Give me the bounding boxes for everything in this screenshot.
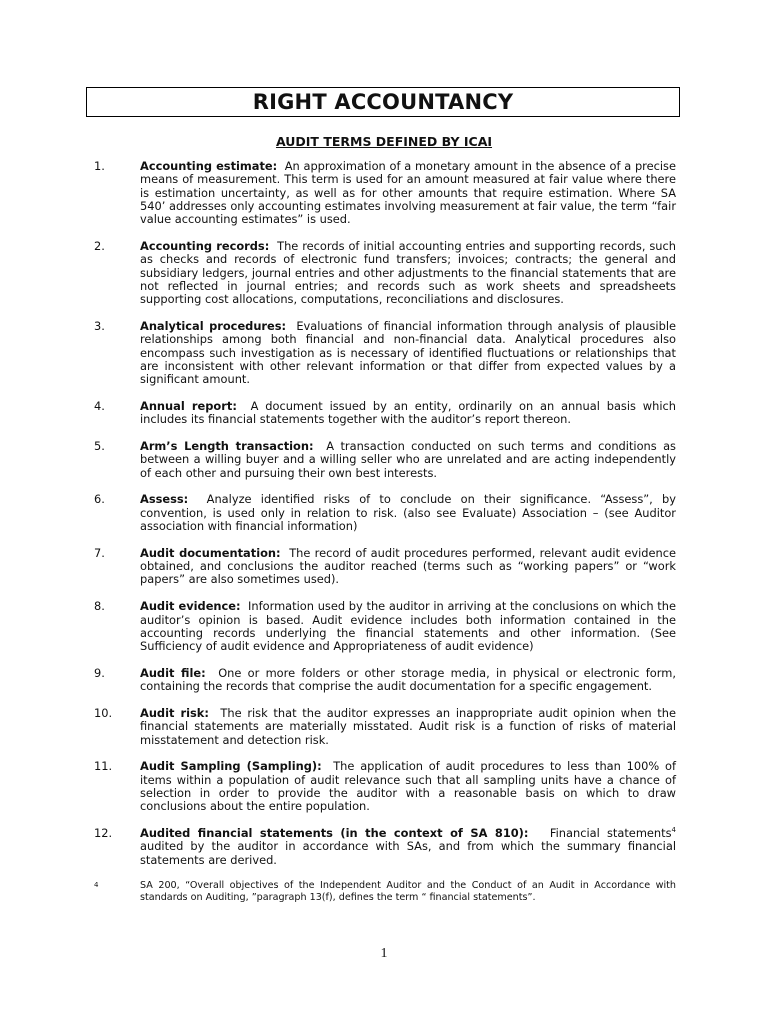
footnote-reference[interactable]: 4	[671, 826, 677, 835]
item-body	[140, 707, 676, 747]
item-number: 5.	[94, 439, 105, 454]
item-number: 7.	[94, 545, 105, 560]
item-body	[140, 600, 676, 653]
item-term: Annual report:	[140, 398, 237, 413]
item-body	[140, 160, 676, 226]
item-number: 1.	[94, 159, 105, 173]
item-body	[140, 440, 676, 480]
item-number: 2.	[94, 238, 105, 253]
item-term: Audited financial statements (in the context of SA 810):	[140, 826, 529, 841]
footnote-text: SA 200, “Overall objectives of the Independent Auditor and the Conduct of an Audit in Accordance with standards on Auditing, ”paragraph 13(f), defines the term “ financial statements”.	[140, 880, 676, 903]
list-item	[94, 827, 676, 867]
item-definition: A document issued by an entity, ordinarily on an annual basis which includes its financial statements together with the auditor’s report thereon.	[140, 398, 676, 427]
definition-list	[94, 160, 676, 880]
item-body	[140, 240, 676, 306]
item-definition: The risk that the auditor expresses an inappropriate audit opinion when the financial statements are materially misstated. Audit risk is a function of risks of material misstatement and detection risk.	[140, 706, 676, 747]
list-item	[94, 240, 676, 306]
item-term: Audit documentation:	[140, 545, 281, 560]
page-number: 1	[380, 946, 388, 961]
item-number: 8.	[94, 599, 105, 614]
item-term: Audit risk:	[140, 706, 209, 720]
item-definition: The records of initial accounting entries and supporting records, such as checks and records of electronic fund transfers; invoices; contracts; the general and subsidiary ledgers, journal entries and other adjustments to the financial statements that are not reflected in journal entries; and records such as work sheets and spreadsheets supporting cost allocations, computations, reconciliations and disclosures.	[140, 238, 676, 307]
item-definition: Information used by the auditor in arriving at the conclusions on which the auditor’s opinion is based. Audit evidence includes both information contained in the accounting records underlying the financial statements and other information. (See Sufficiency of audit evidence and Appropriateness of audit evidence)	[140, 599, 676, 654]
item-number: 11.	[94, 759, 113, 774]
item-body	[140, 667, 676, 694]
item-term: Arm’s Length transaction:	[140, 439, 314, 454]
item-number: 4.	[94, 398, 105, 413]
item-definition: A transaction conducted on such terms and conditions as between a willing buyer and a willing seller who are unrelated and are acting independently of each other and pursuing their own best interests.	[140, 439, 676, 480]
item-definition-lead: Financial statements	[549, 826, 672, 841]
item-body	[140, 760, 676, 813]
footnote-mark: 4	[94, 881, 99, 889]
item-body	[140, 400, 676, 427]
item-term: Assess:	[140, 492, 189, 507]
item-definition: The application of audit procedures to less than 100% of items within a population of audit relevance such that all sampling units have a chance of selection in order to provide the auditor with a reasonable basis on which to draw conclusions about the entire population.	[140, 759, 676, 814]
list-item	[94, 707, 676, 747]
item-term: Audit file:	[140, 665, 206, 680]
item-number: 12.	[94, 826, 113, 841]
item-definition: One or more folders or other storage media, in physical or electronic form, containing the records that comprise the audit documentation for a specific engagement.	[140, 665, 676, 694]
item-number: 6.	[94, 492, 105, 507]
item-number: 9.	[94, 665, 105, 680]
item-number: 3.	[94, 318, 105, 333]
item-definition: The record of audit procedures performed, relevant audit evidence obtained, and conclusions the auditor reached (terms such as “working papers” or “work papers” are also sometimes used).	[140, 545, 676, 587]
item-definition: An approximation of a monetary amount in the absence of a precise means of measurement. This term is used for an amount measured at fair value where there is estimation uncertainty, as well as for other amounts that require estimation. Where SA 540’ addresses only accounting estimates involving measurement at fair value, the term “fair value accounting estimates” is used.	[140, 159, 676, 227]
item-term: Audit evidence:	[140, 599, 241, 614]
item-body	[140, 320, 676, 386]
list-item	[94, 667, 676, 694]
document-subtitle: AUDIT TERMS DEFINED BY ICAI	[275, 134, 493, 149]
item-term: Accounting records:	[140, 238, 270, 253]
list-item	[94, 400, 676, 427]
list-item	[94, 493, 676, 533]
item-number: 10.	[94, 706, 113, 720]
item-body	[140, 493, 676, 533]
item-definition: Evaluations of financial information through analysis of plausible relationships among both financial and non-financial data. Analytical procedures also encompass such investigation as is necessary of identified fluctuations or relationships that are inconsistent with other relevant information or that differ from expected values by a significant amount.	[140, 318, 676, 387]
list-item	[94, 760, 676, 813]
footnote	[94, 880, 676, 903]
item-definition: Analyze identified risks of to conclude on their significance. “Assess”, by convention, is used only in relation to risk. (also see Evaluate) Association – (see Auditor association with financial information)	[140, 492, 676, 534]
list-item	[94, 160, 676, 226]
item-term: Analytical procedures:	[140, 318, 287, 333]
list-item	[94, 440, 676, 480]
item-body	[140, 827, 676, 867]
item-definition: audited by the auditor in accordance with SAs, and from which the summary financial statements are derived.	[140, 839, 676, 867]
item-body	[140, 547, 676, 587]
list-item	[94, 547, 676, 587]
item-term: Audit Sampling (Sampling):	[140, 759, 322, 774]
item-term: Accounting estimate:	[140, 159, 278, 173]
list-item	[94, 600, 676, 653]
list-item	[94, 320, 676, 386]
title-box	[86, 87, 680, 117]
document-title: RIGHT ACCOUNTANCY	[252, 90, 514, 114]
